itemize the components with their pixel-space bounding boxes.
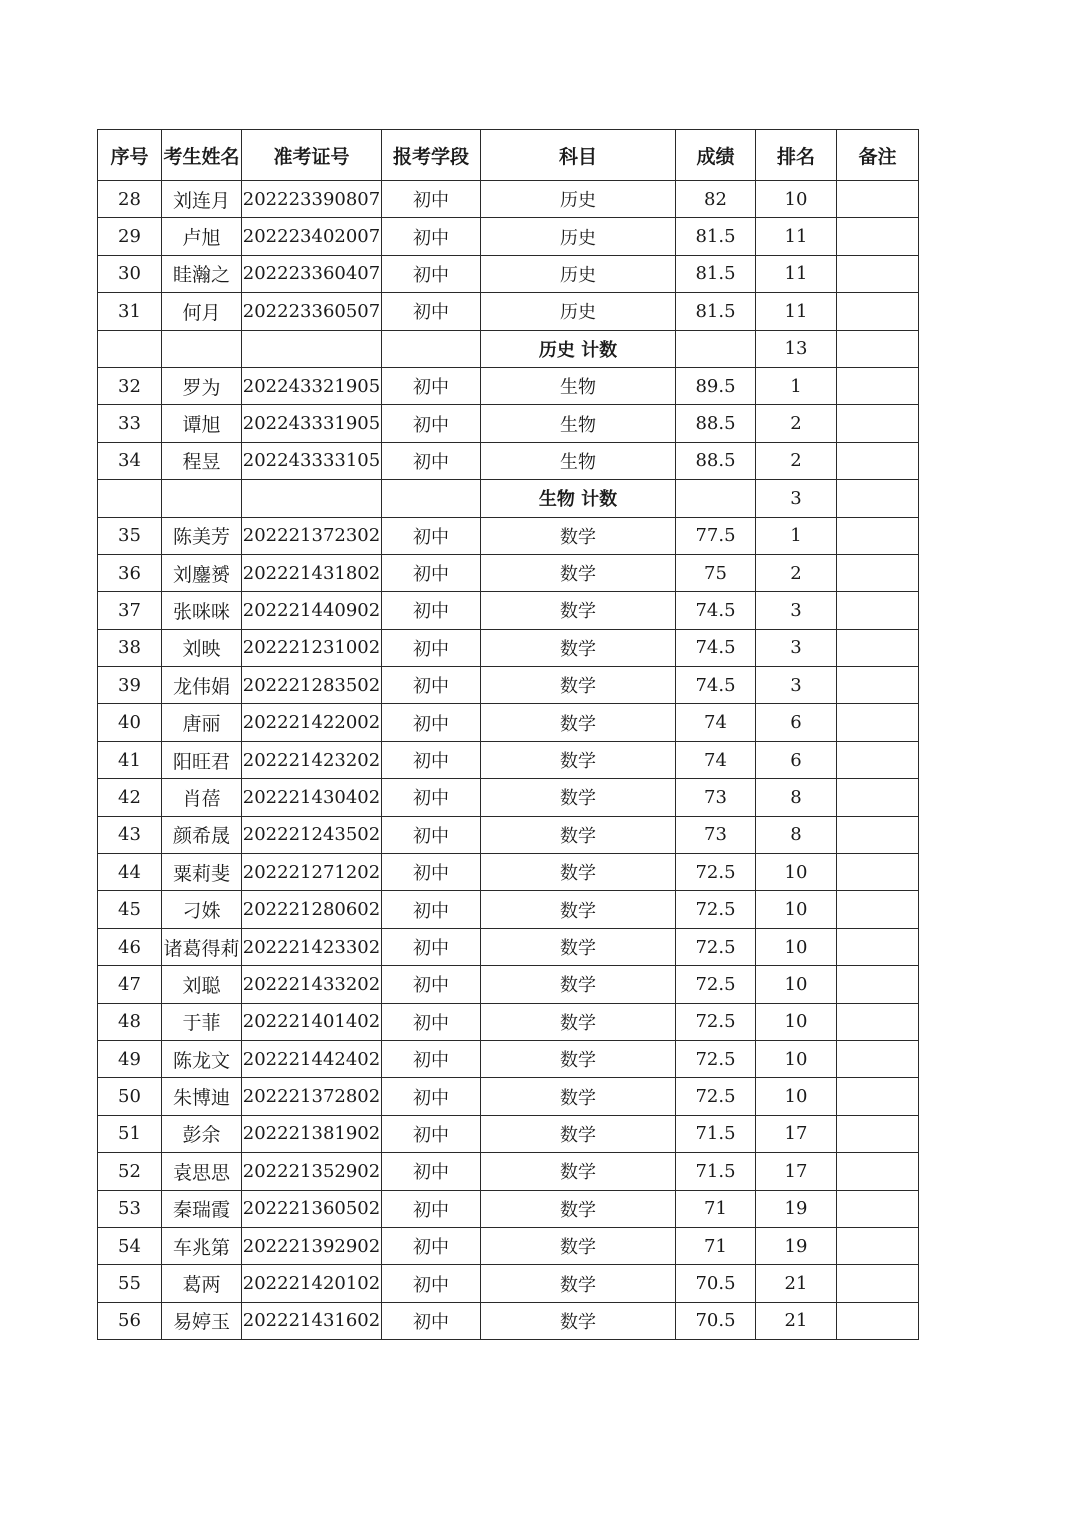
cell-note xyxy=(837,928,919,965)
cell-score: 71.5 xyxy=(676,1153,756,1190)
cell-note xyxy=(837,592,919,629)
table-row xyxy=(98,442,919,479)
cell-score: 70.5 xyxy=(676,1265,756,1302)
cell-subject: 数学 xyxy=(481,891,676,928)
cell-rank: 3 xyxy=(756,629,837,666)
cell-name: 粟莉斐 xyxy=(162,854,242,891)
table-row xyxy=(98,1302,919,1339)
cell-seq: 40 xyxy=(98,704,162,741)
cell-level: 初中 xyxy=(382,1003,481,1040)
cell-empty xyxy=(382,480,481,517)
cell-score: 72.5 xyxy=(676,1003,756,1040)
cell-level: 初中 xyxy=(382,891,481,928)
cell-seq: 51 xyxy=(98,1115,162,1152)
cell-level: 初中 xyxy=(382,928,481,965)
cell-score: 72.5 xyxy=(676,891,756,928)
cell-rank: 2 xyxy=(756,405,837,442)
subtotal-count: 3 xyxy=(756,480,837,517)
cell-subject: 数学 xyxy=(481,704,676,741)
cell-subject: 数学 xyxy=(481,928,676,965)
cell-subject: 数学 xyxy=(481,1078,676,1115)
cell-rank: 6 xyxy=(756,741,837,778)
cell-score: 72.5 xyxy=(676,966,756,1003)
cell-seq: 56 xyxy=(98,1302,162,1339)
cell-rank: 19 xyxy=(756,1227,837,1264)
cell-level: 初中 xyxy=(382,779,481,816)
cell-name: 朱博迪 xyxy=(162,1078,242,1115)
cell-seq: 35 xyxy=(98,517,162,554)
cell-subject: 数学 xyxy=(481,741,676,778)
cell-empty xyxy=(162,480,242,517)
cell-rank: 11 xyxy=(756,255,837,292)
cell-exam-id: 202221431602 xyxy=(242,1302,382,1339)
cell-level: 初中 xyxy=(382,741,481,778)
cell-seq: 54 xyxy=(98,1227,162,1264)
cell-subject: 历史 xyxy=(481,293,676,330)
cell-rank: 10 xyxy=(756,1003,837,1040)
cell-name: 刁姝 xyxy=(162,891,242,928)
cell-level: 初中 xyxy=(382,1265,481,1302)
cell-subject: 数学 xyxy=(481,816,676,853)
cell-seq: 29 xyxy=(98,218,162,255)
cell-name: 彭余 xyxy=(162,1115,242,1152)
table-row xyxy=(98,1040,919,1077)
cell-name: 刘聪 xyxy=(162,966,242,1003)
cell-rank: 19 xyxy=(756,1190,837,1227)
cell-subject: 数学 xyxy=(481,554,676,591)
subtotal-label: 历史 计数 xyxy=(481,330,676,367)
header-exam-id: 准考证号 xyxy=(242,130,382,181)
cell-score: 72.5 xyxy=(676,1040,756,1077)
cell-exam-id: 202221231002 xyxy=(242,629,382,666)
cell-subject: 数学 xyxy=(481,629,676,666)
cell-exam-id: 202221283502 xyxy=(242,667,382,704)
cell-subject: 历史 xyxy=(481,181,676,218)
header-level: 报考学段 xyxy=(382,130,481,181)
cell-level: 初中 xyxy=(382,1302,481,1339)
cell-level: 初中 xyxy=(382,1190,481,1227)
cell-name: 颜希晟 xyxy=(162,816,242,853)
cell-exam-id: 202221442402 xyxy=(242,1040,382,1077)
cell-note xyxy=(837,704,919,741)
table-row xyxy=(98,517,919,554)
table-row xyxy=(98,405,919,442)
cell-exam-id: 202221420102 xyxy=(242,1265,382,1302)
cell-exam-id: 202221401402 xyxy=(242,1003,382,1040)
cell-level: 初中 xyxy=(382,816,481,853)
cell-level: 初中 xyxy=(382,1153,481,1190)
cell-seq: 46 xyxy=(98,928,162,965)
table-row xyxy=(98,629,919,666)
cell-note xyxy=(837,367,919,404)
cell-score: 71 xyxy=(676,1190,756,1227)
cell-name: 阳旺君 xyxy=(162,741,242,778)
cell-rank: 3 xyxy=(756,667,837,704)
cell-name: 卢旭 xyxy=(162,218,242,255)
cell-level: 初中 xyxy=(382,181,481,218)
cell-name: 秦瑞霞 xyxy=(162,1190,242,1227)
cell-exam-id: 202221372802 xyxy=(242,1078,382,1115)
cell-level: 初中 xyxy=(382,293,481,330)
cell-score: 88.5 xyxy=(676,442,756,479)
cell-rank: 11 xyxy=(756,293,837,330)
cell-name: 龙伟娟 xyxy=(162,667,242,704)
cell-note xyxy=(837,854,919,891)
cell-note xyxy=(837,667,919,704)
cell-score: 75 xyxy=(676,554,756,591)
header-rank: 排名 xyxy=(756,130,837,181)
table-row xyxy=(98,1115,919,1152)
cell-seq: 36 xyxy=(98,554,162,591)
cell-level: 初中 xyxy=(382,517,481,554)
table-row xyxy=(98,854,919,891)
cell-subject: 生物 xyxy=(481,405,676,442)
cell-rank: 8 xyxy=(756,779,837,816)
cell-level: 初中 xyxy=(382,854,481,891)
cell-empty xyxy=(242,330,382,367)
cell-rank: 17 xyxy=(756,1115,837,1152)
cell-level: 初中 xyxy=(382,1040,481,1077)
cell-exam-id: 202221392902 xyxy=(242,1227,382,1264)
cell-seq: 44 xyxy=(98,854,162,891)
cell-name: 肖蓓 xyxy=(162,779,242,816)
cell-rank: 10 xyxy=(756,891,837,928)
cell-name: 眭瀚之 xyxy=(162,255,242,292)
cell-seq: 32 xyxy=(98,367,162,404)
header-subject: 科目 xyxy=(481,130,676,181)
table-row xyxy=(98,779,919,816)
cell-exam-id: 202221381902 xyxy=(242,1115,382,1152)
subtotal-row xyxy=(98,330,919,367)
cell-name: 诸葛得莉 xyxy=(162,928,242,965)
cell-note xyxy=(837,741,919,778)
cell-score: 74.5 xyxy=(676,667,756,704)
cell-note xyxy=(837,1003,919,1040)
cell-score: 89.5 xyxy=(676,367,756,404)
table-row xyxy=(98,1190,919,1227)
cell-subject: 数学 xyxy=(481,1003,676,1040)
table-row xyxy=(98,1078,919,1115)
cell-empty xyxy=(162,330,242,367)
cell-seq: 42 xyxy=(98,779,162,816)
cell-exam-id: 202221430402 xyxy=(242,779,382,816)
table-row xyxy=(98,181,919,218)
table-row xyxy=(98,891,919,928)
cell-note xyxy=(837,218,919,255)
cell-rank: 10 xyxy=(756,966,837,1003)
cell-note xyxy=(837,1265,919,1302)
cell-seq: 50 xyxy=(98,1078,162,1115)
cell-empty xyxy=(382,330,481,367)
cell-note xyxy=(837,1190,919,1227)
cell-exam-id: 202221440902 xyxy=(242,592,382,629)
table-row xyxy=(98,1003,919,1040)
cell-rank: 1 xyxy=(756,517,837,554)
cell-subject: 历史 xyxy=(481,218,676,255)
cell-exam-id: 202221243502 xyxy=(242,816,382,853)
table-row xyxy=(98,367,919,404)
cell-score: 81.5 xyxy=(676,218,756,255)
table-row xyxy=(98,966,919,1003)
cell-note xyxy=(837,293,919,330)
cell-score: 82 xyxy=(676,181,756,218)
cell-note xyxy=(837,779,919,816)
cell-name: 罗为 xyxy=(162,367,242,404)
cell-subject: 数学 xyxy=(481,1265,676,1302)
cell-score: 72.5 xyxy=(676,1078,756,1115)
header-row xyxy=(98,130,919,181)
cell-score: 72.5 xyxy=(676,854,756,891)
cell-note xyxy=(837,517,919,554)
cell-note xyxy=(837,1040,919,1077)
cell-score: 70.5 xyxy=(676,1302,756,1339)
table-row xyxy=(98,928,919,965)
score-sheet xyxy=(97,129,919,1340)
cell-empty xyxy=(837,480,919,517)
cell-name: 刘连月 xyxy=(162,181,242,218)
table-row xyxy=(98,704,919,741)
cell-level: 初中 xyxy=(382,1115,481,1152)
cell-subject: 数学 xyxy=(481,1153,676,1190)
cell-level: 初中 xyxy=(382,255,481,292)
cell-level: 初中 xyxy=(382,592,481,629)
cell-level: 初中 xyxy=(382,1078,481,1115)
cell-rank: 10 xyxy=(756,928,837,965)
cell-note xyxy=(837,181,919,218)
cell-subject: 数学 xyxy=(481,1190,676,1227)
cell-note xyxy=(837,966,919,1003)
cell-seq: 41 xyxy=(98,741,162,778)
cell-rank: 21 xyxy=(756,1265,837,1302)
cell-empty xyxy=(242,480,382,517)
cell-name: 车兆第 xyxy=(162,1227,242,1264)
cell-name: 唐丽 xyxy=(162,704,242,741)
cell-rank: 2 xyxy=(756,554,837,591)
cell-seq: 55 xyxy=(98,1265,162,1302)
cell-rank: 11 xyxy=(756,218,837,255)
cell-empty xyxy=(98,330,162,367)
table-body xyxy=(98,181,919,1340)
subtotal-count: 13 xyxy=(756,330,837,367)
table-header xyxy=(98,130,919,181)
cell-name: 陈龙文 xyxy=(162,1040,242,1077)
cell-seq: 43 xyxy=(98,816,162,853)
cell-score: 71.5 xyxy=(676,1115,756,1152)
cell-note xyxy=(837,405,919,442)
cell-name: 刘鏖赟 xyxy=(162,554,242,591)
header-seq: 序号 xyxy=(98,130,162,181)
cell-exam-id: 202221271202 xyxy=(242,854,382,891)
cell-exam-id: 202221431802 xyxy=(242,554,382,591)
cell-rank: 2 xyxy=(756,442,837,479)
cell-subject: 数学 xyxy=(481,779,676,816)
cell-level: 初中 xyxy=(382,966,481,1003)
cell-level: 初中 xyxy=(382,667,481,704)
cell-exam-id: 202223390807 xyxy=(242,181,382,218)
table-row xyxy=(98,1153,919,1190)
cell-subject: 数学 xyxy=(481,1227,676,1264)
cell-name: 程昱 xyxy=(162,442,242,479)
table-row xyxy=(98,741,919,778)
cell-note xyxy=(837,554,919,591)
cell-level: 初中 xyxy=(382,629,481,666)
cell-note xyxy=(837,442,919,479)
cell-rank: 3 xyxy=(756,592,837,629)
cell-seq: 28 xyxy=(98,181,162,218)
cell-rank: 6 xyxy=(756,704,837,741)
table-row xyxy=(98,816,919,853)
cell-subject: 数学 xyxy=(481,1302,676,1339)
cell-seq: 52 xyxy=(98,1153,162,1190)
cell-name: 张咪咪 xyxy=(162,592,242,629)
cell-exam-id: 202221423202 xyxy=(242,741,382,778)
cell-score: 71 xyxy=(676,1227,756,1264)
cell-rank: 21 xyxy=(756,1302,837,1339)
cell-score: 77.5 xyxy=(676,517,756,554)
table-row xyxy=(98,1265,919,1302)
cell-note xyxy=(837,1302,919,1339)
cell-empty xyxy=(676,480,756,517)
cell-rank: 10 xyxy=(756,854,837,891)
score-table xyxy=(97,129,919,1340)
table-row xyxy=(98,667,919,704)
cell-score: 74.5 xyxy=(676,592,756,629)
table-row xyxy=(98,554,919,591)
cell-seq: 30 xyxy=(98,255,162,292)
cell-note xyxy=(837,1115,919,1152)
cell-rank: 10 xyxy=(756,1040,837,1077)
table-row xyxy=(98,1227,919,1264)
cell-exam-id: 202221433202 xyxy=(242,966,382,1003)
cell-seq: 38 xyxy=(98,629,162,666)
cell-level: 初中 xyxy=(382,704,481,741)
cell-note xyxy=(837,816,919,853)
cell-exam-id: 202221352902 xyxy=(242,1153,382,1190)
cell-subject: 数学 xyxy=(481,966,676,1003)
header-name: 考生姓名 xyxy=(162,130,242,181)
cell-seq: 48 xyxy=(98,1003,162,1040)
cell-subject: 数学 xyxy=(481,854,676,891)
cell-rank: 10 xyxy=(756,1078,837,1115)
cell-name: 陈美芳 xyxy=(162,517,242,554)
cell-subject: 数学 xyxy=(481,1115,676,1152)
cell-rank: 1 xyxy=(756,367,837,404)
cell-seq: 47 xyxy=(98,966,162,1003)
cell-name: 刘映 xyxy=(162,629,242,666)
cell-score: 81.5 xyxy=(676,255,756,292)
cell-rank: 17 xyxy=(756,1153,837,1190)
cell-empty xyxy=(837,330,919,367)
cell-note xyxy=(837,1078,919,1115)
cell-score: 74 xyxy=(676,741,756,778)
cell-level: 初中 xyxy=(382,218,481,255)
cell-note xyxy=(837,1153,919,1190)
cell-score: 81.5 xyxy=(676,293,756,330)
cell-exam-id: 202223360507 xyxy=(242,293,382,330)
cell-exam-id: 202243331905 xyxy=(242,405,382,442)
cell-note xyxy=(837,629,919,666)
cell-rank: 8 xyxy=(756,816,837,853)
table-row xyxy=(98,218,919,255)
cell-score: 73 xyxy=(676,816,756,853)
subtotal-label: 生物 计数 xyxy=(481,480,676,517)
cell-level: 初中 xyxy=(382,367,481,404)
cell-seq: 34 xyxy=(98,442,162,479)
cell-seq: 45 xyxy=(98,891,162,928)
table-row xyxy=(98,293,919,330)
cell-score: 72.5 xyxy=(676,928,756,965)
cell-exam-id: 202221280602 xyxy=(242,891,382,928)
cell-name: 易婷玉 xyxy=(162,1302,242,1339)
cell-subject: 历史 xyxy=(481,255,676,292)
cell-level: 初中 xyxy=(382,442,481,479)
header-note: 备注 xyxy=(837,130,919,181)
cell-exam-id: 202221423302 xyxy=(242,928,382,965)
cell-exam-id: 202221372302 xyxy=(242,517,382,554)
cell-empty xyxy=(676,330,756,367)
cell-score: 74.5 xyxy=(676,629,756,666)
cell-empty xyxy=(98,480,162,517)
cell-score: 74 xyxy=(676,704,756,741)
cell-note xyxy=(837,1227,919,1264)
cell-name: 谭旭 xyxy=(162,405,242,442)
cell-name: 袁思思 xyxy=(162,1153,242,1190)
cell-name: 葛两 xyxy=(162,1265,242,1302)
cell-exam-id: 202223360407 xyxy=(242,255,382,292)
subtotal-row xyxy=(98,480,919,517)
cell-subject: 数学 xyxy=(481,592,676,629)
table-row xyxy=(98,255,919,292)
cell-level: 初中 xyxy=(382,405,481,442)
cell-score: 73 xyxy=(676,779,756,816)
cell-score: 88.5 xyxy=(676,405,756,442)
cell-exam-id: 202243321905 xyxy=(242,367,382,404)
cell-exam-id: 202223402007 xyxy=(242,218,382,255)
cell-subject: 数学 xyxy=(481,1040,676,1077)
cell-level: 初中 xyxy=(382,554,481,591)
cell-name: 于菲 xyxy=(162,1003,242,1040)
cell-rank: 10 xyxy=(756,181,837,218)
cell-exam-id: 202221360502 xyxy=(242,1190,382,1227)
cell-subject: 数学 xyxy=(481,667,676,704)
cell-seq: 37 xyxy=(98,592,162,629)
cell-seq: 31 xyxy=(98,293,162,330)
cell-exam-id: 202221422002 xyxy=(242,704,382,741)
cell-level: 初中 xyxy=(382,1227,481,1264)
cell-subject: 生物 xyxy=(481,367,676,404)
cell-exam-id: 202243333105 xyxy=(242,442,382,479)
cell-seq: 53 xyxy=(98,1190,162,1227)
table-row xyxy=(98,592,919,629)
cell-subject: 生物 xyxy=(481,442,676,479)
cell-note xyxy=(837,891,919,928)
cell-seq: 33 xyxy=(98,405,162,442)
header-score: 成绩 xyxy=(676,130,756,181)
cell-note xyxy=(837,255,919,292)
cell-subject: 数学 xyxy=(481,517,676,554)
cell-seq: 49 xyxy=(98,1040,162,1077)
cell-seq: 39 xyxy=(98,667,162,704)
cell-name: 何月 xyxy=(162,293,242,330)
